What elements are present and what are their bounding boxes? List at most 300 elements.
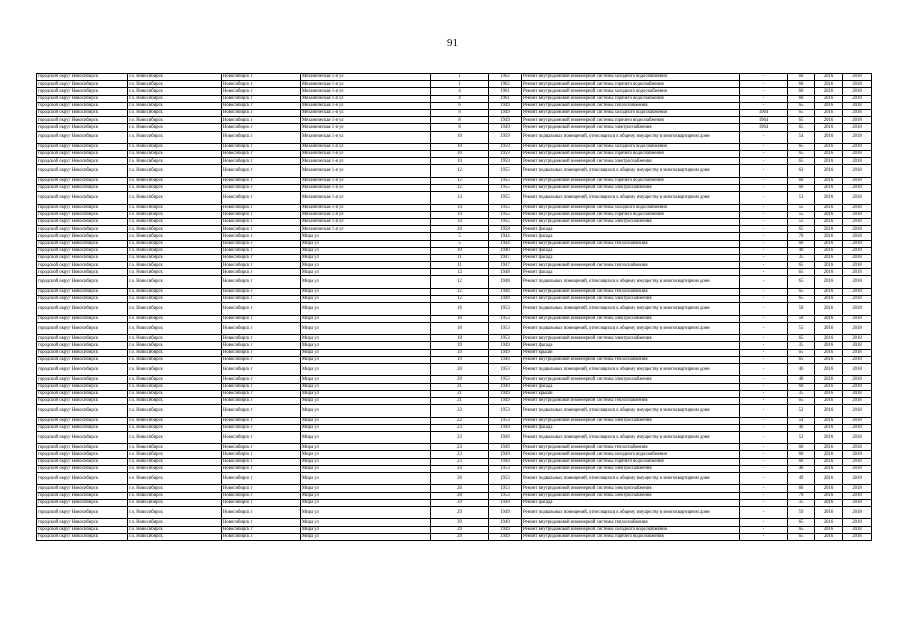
street-cell: Механическая 1-я ул [301, 81, 431, 88]
work-type-cell: Ремонт внутридомовой инженерной системы теплоснабжения [522, 288, 740, 295]
house-number-cell: 18 [431, 322, 489, 334]
build-year-cell: 1949 [489, 102, 522, 109]
house-number-cell: 4 [431, 88, 489, 95]
table-row [37, 211, 872, 218]
street-cell: Мира ул [301, 485, 431, 492]
municipality-cell: городской округ Новосибирск [37, 485, 128, 492]
plan-end-cell: 2018 [843, 240, 872, 247]
municipality-cell: городской округ Новосибирск [37, 342, 128, 349]
table-row [37, 499, 872, 506]
table-row [37, 233, 872, 240]
page-number: 91 [447, 37, 458, 49]
street-cell: Механическая 1-я ул [301, 218, 431, 225]
last-repair-year-cell: - [740, 506, 788, 518]
city-cell: Новосибирск г [222, 218, 301, 225]
settlement-cell: г.о. Новосибирск [128, 158, 222, 165]
street-cell: Механическая 1-я ул [301, 143, 431, 150]
municipality-cell: городской округ Новосибирск [37, 158, 128, 165]
settlement-cell: г.о. Новосибирск [128, 492, 222, 499]
settlement-cell: г.о. Новосибирск [128, 405, 222, 417]
plan-end-cell: 2018 [843, 335, 872, 342]
build-year-cell: 1949 [489, 117, 522, 124]
plan-end-cell: 2018 [843, 349, 872, 356]
settlement-cell: г.о. Новосибирск [128, 288, 222, 295]
build-year-cell: 1953 [489, 322, 522, 334]
last-repair-year-cell: - [740, 158, 788, 165]
table-row [37, 131, 872, 143]
municipality-cell: городской округ Новосибирск [37, 405, 128, 417]
plan-start-cell: 2016 [815, 363, 843, 375]
last-repair-year-cell: - [740, 451, 788, 458]
city-cell: Новосибирск г [222, 397, 301, 404]
settlement-cell: г.о. Новосибирск [128, 185, 222, 192]
city-cell: Новосибирск г [222, 390, 301, 397]
municipality-cell: городской округ Новосибирск [37, 315, 128, 322]
build-year-cell: 1949 [489, 397, 522, 404]
city-cell: Новосибирск г [222, 424, 301, 431]
settlement-cell: г.о. Новосибирск [128, 269, 222, 276]
house-number-cell: 14 [431, 211, 489, 218]
street-cell: Мира ул [301, 506, 431, 518]
street-cell: Мира ул [301, 363, 431, 375]
municipality-cell: городской округ Новосибирск [37, 74, 128, 81]
build-year-cell: 1949 [489, 124, 522, 131]
house-number-cell: 23 [431, 431, 489, 443]
city-cell: Новосибирск г [222, 177, 301, 184]
plan-start-cell: 2016 [815, 356, 843, 363]
work-type-cell: Ремонт внутридомовой инженерной системы электроснабжения [522, 185, 740, 192]
plan-end-cell: 2018 [843, 74, 872, 81]
plan-end-cell: 2018 [843, 485, 872, 492]
plan-start-cell: 2016 [815, 262, 843, 269]
last-repair-year-cell: - [740, 526, 788, 533]
plan-end-cell: 2018 [843, 233, 872, 240]
municipality-cell: городской округ Новосибирск [37, 88, 128, 95]
plan-start-cell: 2016 [815, 276, 843, 288]
work-type-cell: Ремонт внутридомовой инженерной системы горячего водоснабжения [522, 117, 740, 124]
plan-start-cell: 2016 [815, 211, 843, 218]
wear-percent-cell: 60 [788, 451, 815, 458]
settlement-cell: г.о. Новосибирск [128, 417, 222, 424]
last-repair-year-cell: - [740, 240, 788, 247]
city-cell: Новосибирск г [222, 322, 301, 334]
work-type-cell: Ремонт крыши [522, 349, 740, 356]
table-row [37, 390, 872, 397]
wear-percent-cell: 63 [788, 165, 815, 177]
work-type-cell: Ремонт внутридомовой инженерной системы горячего водоснабжения [522, 177, 740, 184]
build-year-cell: 1949 [489, 431, 522, 443]
street-cell: Мира ул [301, 376, 431, 383]
city-cell: Новосибирск г [222, 465, 301, 472]
wear-percent-cell: 60 [788, 74, 815, 81]
plan-end-cell: 2018 [843, 417, 872, 424]
build-year-cell: 1949 [489, 342, 522, 349]
wear-percent-cell: 60 [788, 383, 815, 390]
plan-end-cell: 2018 [843, 262, 872, 269]
table-row [37, 102, 872, 109]
municipality-cell: городской округ Новосибирск [37, 102, 128, 109]
wear-percent-cell: 35 [788, 499, 815, 506]
city-cell: Новосибирск г [222, 143, 301, 150]
plan-end-cell: 2018 [843, 390, 872, 397]
work-type-cell: Ремонт внутридомовой инженерной системы теплоснабжения [522, 356, 740, 363]
house-number-cell: 12 [431, 177, 489, 184]
city-cell: Новосибирск г [222, 131, 301, 143]
table-row [37, 424, 872, 431]
house-number-cell: 12 [431, 165, 489, 177]
house-number-cell: 23 [431, 444, 489, 451]
settlement-cell: г.о. Новосибирск [128, 151, 222, 158]
last-repair-year-cell: - [740, 303, 788, 315]
house-number-cell: 21 [431, 390, 489, 397]
street-cell: Мира ул [301, 431, 431, 443]
plan-end-cell: 2018 [843, 269, 872, 276]
last-repair-year-cell: - [740, 405, 788, 417]
settlement-cell: г.о. Новосибирск [128, 473, 222, 485]
last-repair-year-cell: - [740, 192, 788, 204]
settlement-cell: г.о. Новосибирск [128, 109, 222, 116]
build-year-cell: 1959 [489, 151, 522, 158]
work-type-cell: Ремонт фасада [522, 499, 740, 506]
work-type-cell: Ремонт внутридомовой инженерной системы теплоснабжения [522, 262, 740, 269]
plan-start-cell: 2016 [815, 269, 843, 276]
wear-percent-cell: 65 [788, 124, 815, 131]
city-cell: Новосибирск г [222, 485, 301, 492]
last-repair-year-cell: - [740, 533, 788, 540]
wear-percent-cell: 55 [788, 218, 815, 225]
plan-start-cell: 2016 [815, 465, 843, 472]
last-repair-year-cell: - [740, 296, 788, 303]
wear-percent-cell: 65 [788, 269, 815, 276]
street-cell: Мира ул [301, 492, 431, 499]
plan-start-cell: 2016 [815, 151, 843, 158]
plan-end-cell: 2018 [843, 177, 872, 184]
table-row [37, 485, 872, 492]
city-cell: Новосибирск г [222, 506, 301, 518]
house-number-cell: 29 [431, 499, 489, 506]
municipality-cell: городской округ Новосибирск [37, 165, 128, 177]
last-repair-year-cell: - [740, 88, 788, 95]
wear-percent-cell: 65 [788, 276, 815, 288]
plan-start-cell: 2016 [815, 177, 843, 184]
house-number-cell: 8 [431, 124, 489, 131]
plan-end-cell: 2018 [843, 492, 872, 499]
wear-percent-cell: 65 [788, 117, 815, 124]
plan-start-cell: 2016 [815, 444, 843, 451]
plan-end-cell: 2018 [843, 296, 872, 303]
plan-start-cell: 2016 [815, 143, 843, 150]
house-number-cell: 16 [431, 303, 489, 315]
wear-percent-cell: 65 [788, 143, 815, 150]
wear-percent-cell: 55 [788, 322, 815, 334]
city-cell: Новосибирск г [222, 88, 301, 95]
municipality-cell: городской округ Новосибирск [37, 322, 128, 334]
build-year-cell: 1944 [489, 240, 522, 247]
plan-end-cell: 2018 [843, 81, 872, 88]
last-repair-year-cell: - [740, 349, 788, 356]
table-row [37, 177, 872, 184]
house-number-cell: 10 [431, 158, 489, 165]
table-row [37, 322, 872, 334]
municipality-cell: городской округ Новосибирск [37, 226, 128, 233]
work-type-cell: Ремонт внутридомовой инженерной системы электроснабжения [522, 315, 740, 322]
street-cell: Мира ул [301, 335, 431, 342]
house-number-cell: 14 [431, 204, 489, 211]
municipality-cell: городской округ Новосибирск [37, 177, 128, 184]
work-type-cell: Ремонт внутридомовой инженерной системы теплоснабжения [522, 397, 740, 404]
house-number-cell: 8 [431, 109, 489, 116]
house-number-cell: 19 [431, 356, 489, 363]
work-type-cell: Ремонт внутридомовой инженерной системы холодного водоснабжения [522, 451, 740, 458]
plan-end-cell: 2018 [843, 158, 872, 165]
house-number-cell: 21 [431, 397, 489, 404]
settlement-cell: г.о. Новосибирск [128, 390, 222, 397]
municipality-cell: городской округ Новосибирск [37, 397, 128, 404]
plan-end-cell: 2018 [843, 131, 872, 143]
city-cell: Новосибирск г [222, 211, 301, 218]
house-number-cell: 5 [431, 240, 489, 247]
last-repair-year-cell: 1964 [740, 117, 788, 124]
wear-percent-cell: 65 [788, 397, 815, 404]
build-year-cell: 1949 [489, 499, 522, 506]
settlement-cell: г.о. Новосибирск [128, 240, 222, 247]
build-year-cell: 1948 [489, 296, 522, 303]
plan-end-cell: 2018 [843, 226, 872, 233]
municipality-cell: городской округ Новосибирск [37, 254, 128, 261]
settlement-cell: г.о. Новосибирск [128, 165, 222, 177]
city-cell: Новосибирск г [222, 349, 301, 356]
table-row [37, 533, 872, 540]
wear-percent-cell: 60 [788, 88, 815, 95]
work-type-cell: Ремонт внутридомовой инженерной системы электроснабжения [522, 218, 740, 225]
table-row [37, 269, 872, 276]
work-type-cell: Ремонт внутридомовой инженерной системы электроснабжения [522, 485, 740, 492]
build-year-cell: 1940 [489, 247, 522, 254]
build-year-cell: 1958 [489, 226, 522, 233]
table-row [37, 492, 872, 499]
municipality-cell: городской округ Новосибирск [37, 233, 128, 240]
work-type-cell: Ремонт внутридомовой инженерной системы электроснабжения [522, 417, 740, 424]
work-type-cell: Ремонт фасада [522, 342, 740, 349]
plan-end-cell: 2018 [843, 315, 872, 322]
house-number-cell: 10 [431, 151, 489, 158]
house-number-cell: 29 [431, 506, 489, 518]
table-row [37, 417, 872, 424]
settlement-cell: г.о. Новосибирск [128, 397, 222, 404]
plan-start-cell: 2016 [815, 485, 843, 492]
wear-percent-cell: 48 [788, 376, 815, 383]
municipality-cell: городской округ Новосибирск [37, 376, 128, 383]
last-repair-year-cell: - [740, 74, 788, 81]
city-cell: Новосибирск г [222, 233, 301, 240]
plan-end-cell: 2018 [843, 397, 872, 404]
house-number-cell: 21 [431, 383, 489, 390]
street-cell: Механическая 1-я ул [301, 165, 431, 177]
street-cell: Мира ул [301, 233, 431, 240]
table-row [37, 204, 872, 211]
house-number-cell: 14 [431, 218, 489, 225]
municipality-cell: городской округ Новосибирск [37, 117, 128, 124]
work-type-cell: Ремонт фасада [522, 269, 740, 276]
municipality-cell: городской округ Новосибирск [37, 356, 128, 363]
build-year-cell: 1955 [489, 165, 522, 177]
house-number-cell: 20 [431, 226, 489, 233]
build-year-cell: 1955 [489, 204, 522, 211]
house-number-cell: 4 [431, 95, 489, 102]
street-cell: Мира ул [301, 451, 431, 458]
plan-start-cell: 2016 [815, 158, 843, 165]
plan-end-cell: 2018 [843, 276, 872, 288]
last-repair-year-cell: - [740, 335, 788, 342]
plan-start-cell: 2016 [815, 131, 843, 143]
build-year-cell: 1961 [489, 88, 522, 95]
work-type-cell: Ремонт внутридомовой инженерной системы электроснабжения [522, 376, 740, 383]
plan-start-cell: 2016 [815, 315, 843, 322]
table-row [37, 81, 872, 88]
municipality-cell: городской округ Новосибирск [37, 109, 128, 116]
last-repair-year-cell: - [740, 218, 788, 225]
plan-end-cell: 2018 [843, 247, 872, 254]
city-cell: Новосибирск г [222, 165, 301, 177]
last-repair-year-cell: - [740, 431, 788, 443]
municipality-cell: городской округ Новосибирск [37, 451, 128, 458]
table-row [37, 376, 872, 383]
build-year-cell: 1948 [489, 269, 522, 276]
plan-end-cell: 2018 [843, 458, 872, 465]
municipality-cell: городской округ Новосибирск [37, 288, 128, 295]
street-cell: Механическая 1-я ул [301, 204, 431, 211]
plan-end-cell: 2018 [843, 363, 872, 375]
plan-start-cell: 2016 [815, 492, 843, 499]
house-number-cell: 10 [431, 143, 489, 150]
plan-start-cell: 2016 [815, 424, 843, 431]
house-number-cell: 24 [431, 465, 489, 472]
plan-end-cell: 2018 [843, 444, 872, 451]
plan-end-cell: 2018 [843, 506, 872, 518]
plan-start-cell: 2016 [815, 383, 843, 390]
municipality-cell: городской округ Новосибирск [37, 204, 128, 211]
table-row [37, 262, 872, 269]
settlement-cell: г.о. Новосибирск [128, 95, 222, 102]
street-cell: Мира ул [301, 499, 431, 506]
house-number-cell: 12 [431, 276, 489, 288]
municipality-cell: городской округ Новосибирск [37, 81, 128, 88]
last-repair-year-cell: - [740, 269, 788, 276]
city-cell: Новосибирск г [222, 226, 301, 233]
wear-percent-cell: 49 [788, 473, 815, 485]
table-row [37, 151, 872, 158]
municipality-cell: городской округ Новосибирск [37, 211, 128, 218]
plan-start-cell: 2016 [815, 218, 843, 225]
street-cell: Мира ул [301, 247, 431, 254]
municipality-cell: городской округ Новосибирск [37, 131, 128, 143]
table-row [37, 473, 872, 485]
work-type-cell: Ремонт внутридомовой инженерной системы электроснабжения [522, 124, 740, 131]
plan-start-cell: 2016 [815, 204, 843, 211]
plan-start-cell: 2016 [815, 109, 843, 116]
wear-percent-cell: 65 [788, 519, 815, 526]
table-row [37, 526, 872, 533]
city-cell: Новосибирск г [222, 254, 301, 261]
last-repair-year-cell: - [740, 424, 788, 431]
municipality-cell: городской округ Новосибирск [37, 424, 128, 431]
last-repair-year-cell: - [740, 165, 788, 177]
municipality-cell: городской округ Новосибирск [37, 533, 128, 540]
last-repair-year-cell: - [740, 397, 788, 404]
settlement-cell: г.о. Новосибирск [128, 131, 222, 143]
settlement-cell: г.о. Новосибирск [128, 533, 222, 540]
street-cell: Мира ул [301, 383, 431, 390]
wear-percent-cell: 60 [788, 458, 815, 465]
wear-percent-cell: 59 [788, 506, 815, 518]
house-number-cell: 11 [431, 254, 489, 261]
house-number-cell: 1 [431, 74, 489, 81]
settlement-cell: г.о. Новосибирск [128, 204, 222, 211]
last-repair-year-cell: - [740, 276, 788, 288]
plan-start-cell: 2016 [815, 376, 843, 383]
table-row [37, 185, 872, 192]
plan-start-cell: 2016 [815, 417, 843, 424]
settlement-cell: г.о. Новосибирск [128, 383, 222, 390]
city-cell: Новосибирск г [222, 519, 301, 526]
build-year-cell: 1959 [489, 131, 522, 143]
table-row [37, 349, 872, 356]
city-cell: Новосибирск г [222, 376, 301, 383]
city-cell: Новосибирск г [222, 499, 301, 506]
plan-start-cell: 2016 [815, 124, 843, 131]
plan-start-cell: 2016 [815, 519, 843, 526]
build-year-cell: 1949 [489, 506, 522, 518]
work-type-cell: Ремонт внутридомовой инженерной системы горячего водоснабжения [522, 458, 740, 465]
build-year-cell: 1953 [489, 376, 522, 383]
build-year-cell: 1955 [489, 177, 522, 184]
municipality-cell: городской округ Новосибирск [37, 506, 128, 518]
build-year-cell: 1949 [489, 390, 522, 397]
house-number-cell: 14 [431, 192, 489, 204]
plan-end-cell: 2018 [843, 431, 872, 443]
last-repair-year-cell: - [740, 81, 788, 88]
last-repair-year-cell: - [740, 204, 788, 211]
house-number-cell: 23 [431, 424, 489, 431]
last-repair-year-cell: - [740, 226, 788, 233]
work-type-cell: Ремонт фасада [522, 226, 740, 233]
settlement-cell: г.о. Новосибирск [128, 526, 222, 533]
municipality-cell: городской округ Новосибирск [37, 335, 128, 342]
plan-start-cell: 2016 [815, 192, 843, 204]
settlement-cell: г.о. Новосибирск [128, 431, 222, 443]
house-number-cell: 19 [431, 342, 489, 349]
municipality-cell: городской округ Новосибирск [37, 499, 128, 506]
plan-end-cell: 2018 [843, 95, 872, 102]
settlement-cell: г.о. Новосибирск [128, 233, 222, 240]
plan-start-cell: 2016 [815, 296, 843, 303]
city-cell: Новосибирск г [222, 81, 301, 88]
wear-percent-cell: 60 [788, 240, 815, 247]
plan-end-cell: 2018 [843, 204, 872, 211]
plan-end-cell: 2018 [843, 303, 872, 315]
work-type-cell: Ремонт подвальных помещений, относящихся к общему имуществу в многоквартирном доме [522, 431, 740, 443]
plan-end-cell: 2018 [843, 192, 872, 204]
build-year-cell: 1961 [489, 95, 522, 102]
plan-start-cell: 2016 [815, 390, 843, 397]
build-year-cell: 1955 [489, 192, 522, 204]
municipality-cell: городской округ Новосибирск [37, 185, 128, 192]
settlement-cell: г.о. Новосибирск [128, 303, 222, 315]
work-type-cell: Ремонт подвальных помещений, относящихся к общему имуществу в многоквартирном доме [522, 363, 740, 375]
plan-end-cell: 2018 [843, 124, 872, 131]
wear-percent-cell: 70 [788, 233, 815, 240]
house-number-cell: 19 [431, 349, 489, 356]
